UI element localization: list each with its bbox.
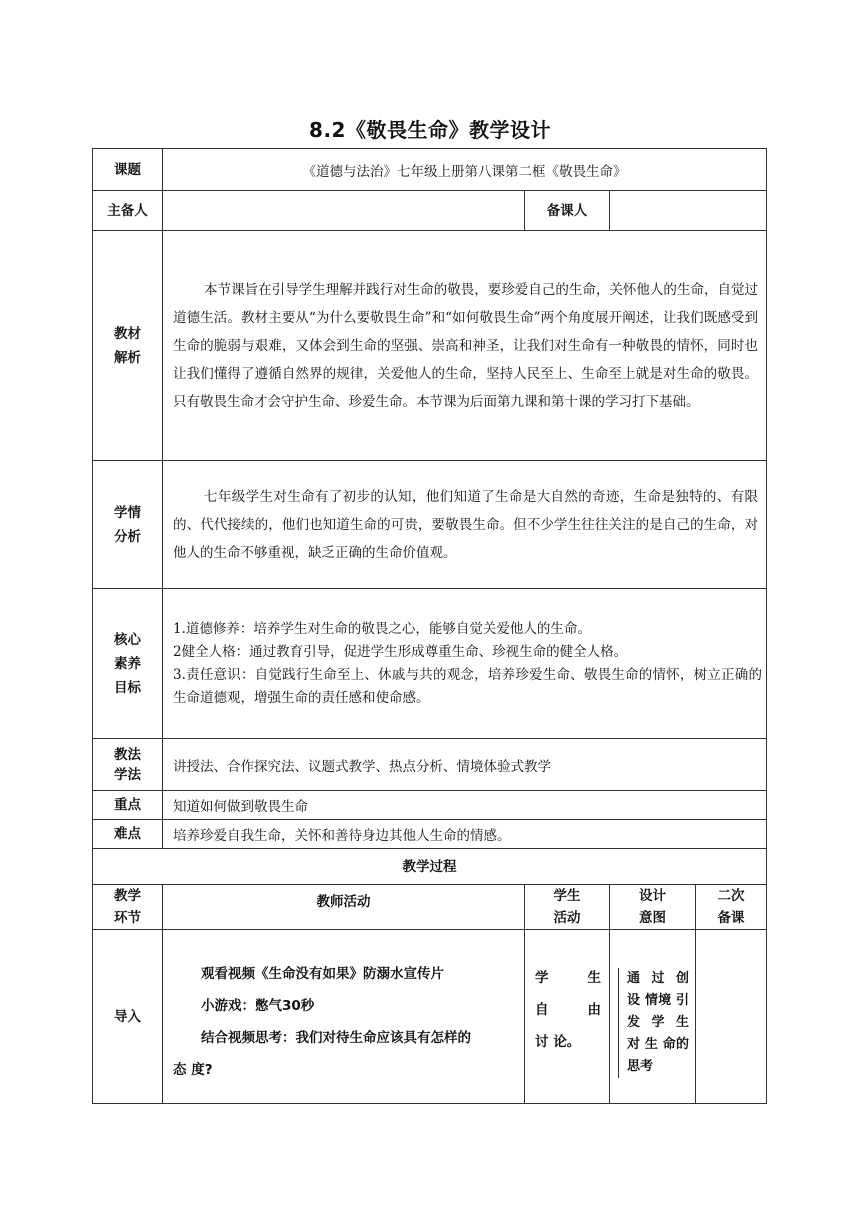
textbook-analysis-text: 本节课旨在引导学生理解并践行对生命的敬畏，要珍爱自己的生命，关怀他人的生命，自觉过道德生活。教材主要从“为什么要敬畏生命”和“如何敬畏生命”两个角度展开阐述，让我们既感受到生命的脆弱与艰难，又体会到生命的坚强、崇高和神圣，让我们对生命有一种敬畏的情怀，同时也让我们懂得了遵循自然界的规律，关爱他人的生命，坚持人民至上、生命至上就是对生命的敬畏。只有敬畏生命才会守护生命、珍爱生命。本节课为后面第九课和第十课的学习打下基础。	[163, 231, 767, 461]
label-co-preparer: 备课人	[525, 191, 610, 231]
label-core-goals	[93, 589, 163, 739]
row-process-title	[93, 849, 767, 885]
label-line: 教法	[114, 746, 141, 763]
header-line: 意图	[639, 910, 666, 926]
header-stage	[93, 885, 163, 930]
label-textbook-analysis	[93, 231, 163, 461]
teacher-line: 态 度?	[173, 1062, 213, 1078]
design-intent-text: 通 过 创 设 情境 引发 学 生 对 生 命的思考	[618, 968, 689, 1078]
student-line	[535, 962, 601, 994]
lesson-plan-table	[92, 148, 767, 1104]
label-line: 目标	[114, 679, 141, 696]
process-title: 教学过程	[93, 849, 767, 885]
methods-value: 讲授法、合作探究法、议题式教学、热点分析、情境体验式教学	[163, 739, 767, 791]
teacher-line: 观看视频《生命没有如果》防溺水宣传片	[201, 966, 444, 982]
topic-value: 《道德与法治》七年级上册第八课第二框《敬畏生命》	[163, 149, 767, 191]
teacher-line: 结合视频思考：我们对待生命应该具有怎样的	[201, 1030, 471, 1046]
label-key-point: 重点	[93, 791, 163, 820]
intro-teacher-activity	[163, 930, 525, 1104]
header-line: 环节	[114, 910, 141, 926]
row-key-point	[93, 791, 767, 820]
difficult-point-value: 培养珍爱自我生命，关怀和善待身边其他人生命的情感。	[163, 820, 767, 849]
student-line: 讨 论。	[535, 1034, 581, 1050]
row-process-headers	[93, 885, 767, 930]
label-student-analysis	[93, 461, 163, 589]
row-core-goals	[93, 589, 767, 739]
header-line: 活动	[553, 910, 581, 926]
label-methods	[93, 739, 163, 791]
key-point-value: 知道如何做到敬畏生命	[163, 791, 767, 820]
intro-design-intent	[610, 930, 696, 1104]
header-second-prep	[696, 885, 767, 930]
label-preparer: 主备人	[93, 191, 163, 231]
student-char: 自	[535, 1002, 549, 1018]
intro-student-activity	[525, 930, 610, 1104]
header-teacher-activity: 教师活动	[163, 885, 525, 930]
student-char: 由	[587, 1002, 601, 1018]
teacher-line: 小游戏：憋气30秒	[201, 998, 315, 1014]
header-student-activity	[525, 885, 610, 930]
header-line: 设计	[639, 888, 666, 904]
core-goals-list	[163, 589, 767, 739]
co-preparer-value	[610, 191, 767, 231]
label-line: 分析	[114, 528, 141, 545]
student-char: 学	[535, 970, 549, 986]
student-char: 生	[587, 970, 601, 986]
header-line: 二次	[717, 888, 745, 904]
student-analysis-text: 七年级学生对生命有了初步的认知，他们知道了生命是大自然的奇迹，生命是独特的、有限的、代代接续的，他们也知道生命的可贵，要敬畏生命。但不少学生往往关注的是自己的生命，对他人的生命不够重视，缺乏正确的生命价值观。	[163, 461, 767, 589]
row-preparer	[93, 191, 767, 231]
row-difficult-point	[93, 820, 767, 849]
stage-intro: 导入	[93, 930, 163, 1104]
label-line: 教材	[114, 325, 141, 342]
label-difficult-point: 难点	[93, 820, 163, 849]
label-topic: 课题	[93, 149, 163, 191]
label-line: 学情	[114, 504, 141, 521]
preparer-value	[163, 191, 525, 231]
document-title: 8.2《敬畏生命》教学设计	[309, 118, 551, 142]
header-line: 教学	[114, 888, 141, 904]
header-design-intent	[610, 885, 696, 930]
row-methods	[93, 739, 767, 791]
row-student-analysis	[93, 461, 767, 589]
label-line: 学法	[114, 766, 141, 783]
label-line: 解析	[114, 349, 141, 366]
core-goal-item: 2健全人格：通过教育引导，促进学生形成尊重生命、珍视生命的健全人格。	[173, 643, 628, 660]
label-line: 素养	[114, 655, 141, 672]
core-goal-item: 1.道德修养：培养学生对生命的敬畏之心，能够自觉关爱他人的生命。	[173, 620, 591, 637]
core-goal-item: 3.责任意识：自觉践行生命至上、休戚与共的观念，培养珍爱生命、敬畏生命的情怀，树立正确的生命道德观，增强生命的责任感和使命感。	[173, 666, 762, 706]
student-line	[535, 994, 601, 1026]
row-textbook-analysis	[93, 231, 767, 461]
intro-second-prep	[696, 930, 767, 1104]
header-line: 备课	[717, 910, 745, 926]
row-intro	[93, 930, 767, 1104]
header-line: 学生	[553, 888, 581, 904]
row-topic	[93, 149, 767, 191]
label-line: 核心	[114, 631, 141, 648]
